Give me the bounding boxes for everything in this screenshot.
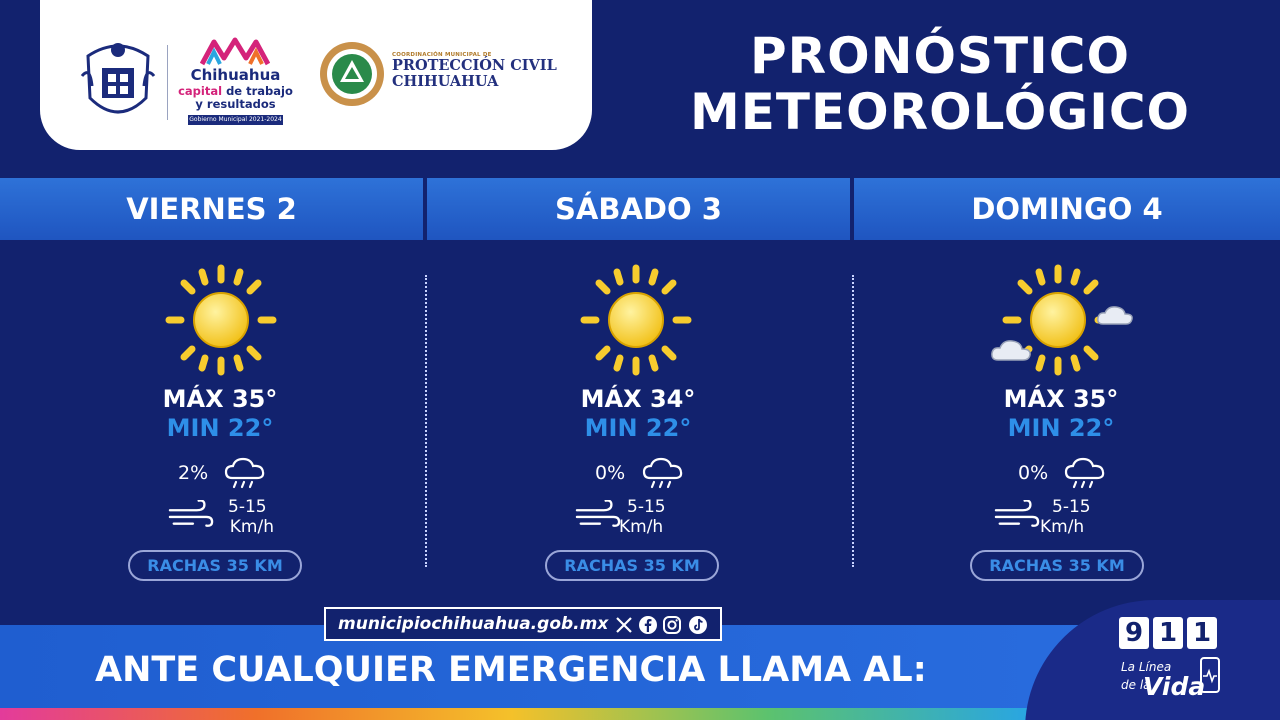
chihuahua-mountains-icon xyxy=(200,36,270,66)
tiktok-icon[interactable] xyxy=(688,615,708,635)
chihuahua-name: Chihuahua xyxy=(190,66,281,84)
max-temp: MÁX 34° xyxy=(580,385,696,413)
linea-vida-label: La Línea xyxy=(1121,660,1172,674)
wind-unit: Km/h xyxy=(619,517,664,537)
emergency-message: ANTE CUALQUIER EMERGENCIA LLAMA AL: xyxy=(95,650,927,690)
pc-line1: PROTECCIÓN CIVIL xyxy=(392,57,557,74)
chihuahua-logo xyxy=(178,36,293,128)
wind-speed xyxy=(212,497,274,537)
logo-divider xyxy=(167,45,168,120)
title-line1: PRONÓSTICO xyxy=(750,27,1130,85)
min-temp: MIN 22° xyxy=(584,414,692,442)
digit-1: 1 xyxy=(1153,617,1183,649)
sun-icon xyxy=(161,260,281,380)
gusts-badge: RACHAS 35 KM xyxy=(128,550,302,581)
rain-cloud-icon xyxy=(640,456,686,492)
website-link[interactable]: municipiochihuahua.gob.mx xyxy=(338,614,609,634)
min-temp: MIN 22° xyxy=(1007,414,1115,442)
wind-range: 5-15 xyxy=(1052,497,1091,517)
wind-unit: Km/h xyxy=(1040,517,1085,537)
tagline-rest: de trabajo xyxy=(222,84,293,98)
proteccion-civil-text xyxy=(392,52,582,90)
linea-vida-dela: de la xyxy=(1121,678,1151,692)
pc-line2: CHIHUAHUA xyxy=(392,73,499,90)
tagline-capital: capital xyxy=(178,84,223,98)
tagline-line2: y resultados xyxy=(195,97,276,111)
linea-vida-name: Vida xyxy=(1143,672,1206,701)
wind-speed xyxy=(619,497,681,537)
rain-probability: 0% xyxy=(1018,462,1049,484)
digit-1: 1 xyxy=(1187,617,1217,649)
max-temp: MÁX 35° xyxy=(162,385,278,413)
page-title xyxy=(620,28,1260,140)
wind-range: 5-15 xyxy=(627,497,666,517)
wind-unit: Km/h xyxy=(229,517,274,537)
min-temp: MIN 22° xyxy=(166,414,274,442)
wind-range: 5-15 xyxy=(228,497,267,517)
pc-subtitle: COORDINACIÓN MUNICIPAL DE xyxy=(392,52,492,58)
rain-probability: 2% xyxy=(178,462,209,484)
column-separator xyxy=(852,275,854,567)
small-cloud-icon xyxy=(1096,304,1134,326)
gusts-badge: RACHAS 35 KM xyxy=(970,550,1144,581)
phone-heartbeat-icon xyxy=(1195,654,1225,698)
facebook-icon[interactable] xyxy=(638,615,658,635)
rain-cloud-icon xyxy=(1062,456,1108,492)
wind-icon xyxy=(994,500,1040,532)
day-header-3: DOMINGO 4 xyxy=(854,178,1280,240)
day-header-1: VIERNES 2 xyxy=(0,178,423,240)
rain-probability: 0% xyxy=(595,462,626,484)
small-cloud-icon xyxy=(990,338,1032,362)
x-icon[interactable] xyxy=(614,615,634,635)
sun-icon xyxy=(576,260,696,380)
website-box[interactable] xyxy=(324,607,722,641)
max-temp: MÁX 35° xyxy=(1003,385,1119,413)
column-separator xyxy=(425,275,427,567)
chihuahua-tagline xyxy=(178,85,293,111)
digit-9: 9 xyxy=(1119,617,1149,649)
city-crest-icon xyxy=(80,36,156,124)
rain-cloud-icon xyxy=(222,456,268,492)
wind-icon xyxy=(575,500,621,532)
instagram-icon[interactable] xyxy=(662,615,682,635)
wind-speed xyxy=(1040,497,1102,537)
gusts-badge: RACHAS 35 KM xyxy=(545,550,719,581)
proteccion-civil-emblem-icon xyxy=(318,40,386,108)
day-header-2: SÁBADO 3 xyxy=(427,178,850,240)
title-line2: METEOROLÓGICO xyxy=(689,83,1191,141)
emergency-911-badge xyxy=(1025,600,1280,720)
gov-label: Gobierno Municipal 2021-2024 xyxy=(189,116,282,123)
wind-icon xyxy=(168,500,214,532)
